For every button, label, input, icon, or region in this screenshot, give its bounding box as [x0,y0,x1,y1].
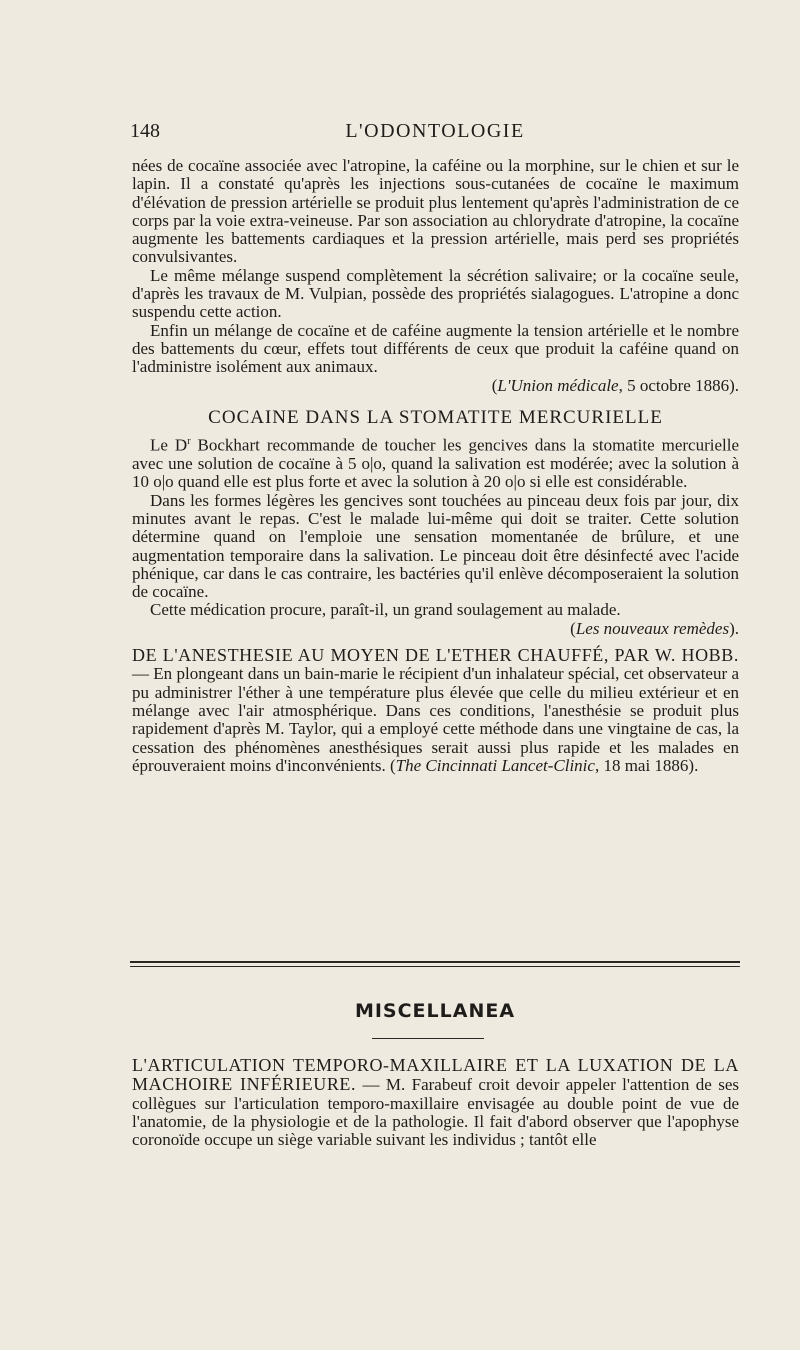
double-rule [130,961,740,967]
miscellanea-heading: MISCELLANEA [354,1000,516,1022]
section-title: COCAINE DANS LA STOMATITE MERCURIELLE [208,406,663,428]
source-citation: (Les nouveaux remèdes). [570,618,739,638]
page-header [130,120,740,146]
paragraph: DE L'ANESTHESIE AU MOYEN DE L'ETHER CHAUFFÉ, PAR W. HOBB. — En plongeant dans un bain-marie le récipient d'un inhalateur spécial, cet observateur a pu administrer l'éther à une température plus élevée que celle du milieu extérieur et en mélange avec l'air atmosphérique. Dans ces conditions, l'anesthésie se produit plus rapidement d'après M. Taylor, qui a employé cette méthode dans une vingtaine de cas, la cessation des phénomènes anesthésiques serait aussi plus rapide et les malades en éprouveraient moins d'inconvénients. (The Cincinnati Lancet-Clinic, 18 mai 1886). [132,645,739,775]
paragraph: nées de cocaïne associée avec l'atropine, la caféine ou la morphine, sur le chien et sur le lapin. Il a constaté qu'après les injections sous-cutanées de cocaïne le maximum d'élévation de pression artérielle se produit plus lentement qu'après l'administration de ce corps par la voie extra-veineuse. Par son association au chlorydrate d'atropine, la cocaïne augmente les battements cardiaques et la pression artérielle, mais perd ses propriétés convulsivantes. [132,156,739,267]
article-body-2 [132,1056,739,1149]
paragraph: Le $D^r$ Bockhart recommande de toucher les gencives dans la stomatite mercurielle avec une solution de cocaïne à 5 o|o, quand la salivation est modérée; avec la solution à 10 o|o quand elle est plus forte et avec la solution à 20 o|o si elle est considérable. [132,435,739,492]
paragraph: Dans les formes légères les gencives sont touchées au pinceau deux fois par jour, dix minutes avant le repas. C'est le malade lui-même qui doit se traiter. Cette solution détermine quand on l'emploie une sensation momentanée de brûlure, et une augmentation temporaire dans la salivation. Le pinceau doit être désinfecté avec l'acide phénique, car dans le cas contraire, les bactéries qu'il enlève décomposeraient la solution de cocaïne. [132,490,739,602]
paragraph: L'ARTICULATION TEMPORO-MAXILLAIRE ET LA LUXATION DE LA MACHOIRE INFÉRIEURE. — M. Farabeuf croit devoir appeler l'attention de ses collègues sur l'articulation temporo-maxillaire envisagée au double point de vue de l'anatomie, de la physiologie et de la pathologie. Il fait d'abord observer que l'apophyse coronoïde occupe un siège variable suivant les individus ; tantôt elle [132,1055,739,1150]
paragraph: Le même mélange suspend complètement la sécrétion salivaire; or la cocaïne seule, d'après les travaux de M. Vulpian, possède des propriétés sialagogues. L'atropine a donc suspendu cette action. [132,265,739,322]
running-title: L'ODONTOLOGIE [345,120,525,142]
article-body [132,157,739,775]
paragraph: Enfin un mélange de cocaïne et de caféine augmente la tension artérielle et le nombre des battements du cœur, effets tout différents de ceux que produit la caféine quand on l'administre isolément aux animaux. [132,320,739,377]
short-rule [372,1038,484,1039]
section-title: DE L'ANESTHESIE AU MOYEN DE L'ETHER CHAUFFÉ, PAR W. HOBB. [132,645,739,666]
source-citation: (L'Union médicale, 5 octobre 1886). [491,375,739,395]
paragraph: Cette médication procure, paraît-il, un grand soulagement au malade. [150,600,621,620]
page-number: 148 [130,120,160,142]
section-title: L'ARTICULATION TEMPORO-MAXILLAIRE ET LA LUXATION DE LA MACHOIRE INFÉRIEURE. [132,1055,739,1095]
